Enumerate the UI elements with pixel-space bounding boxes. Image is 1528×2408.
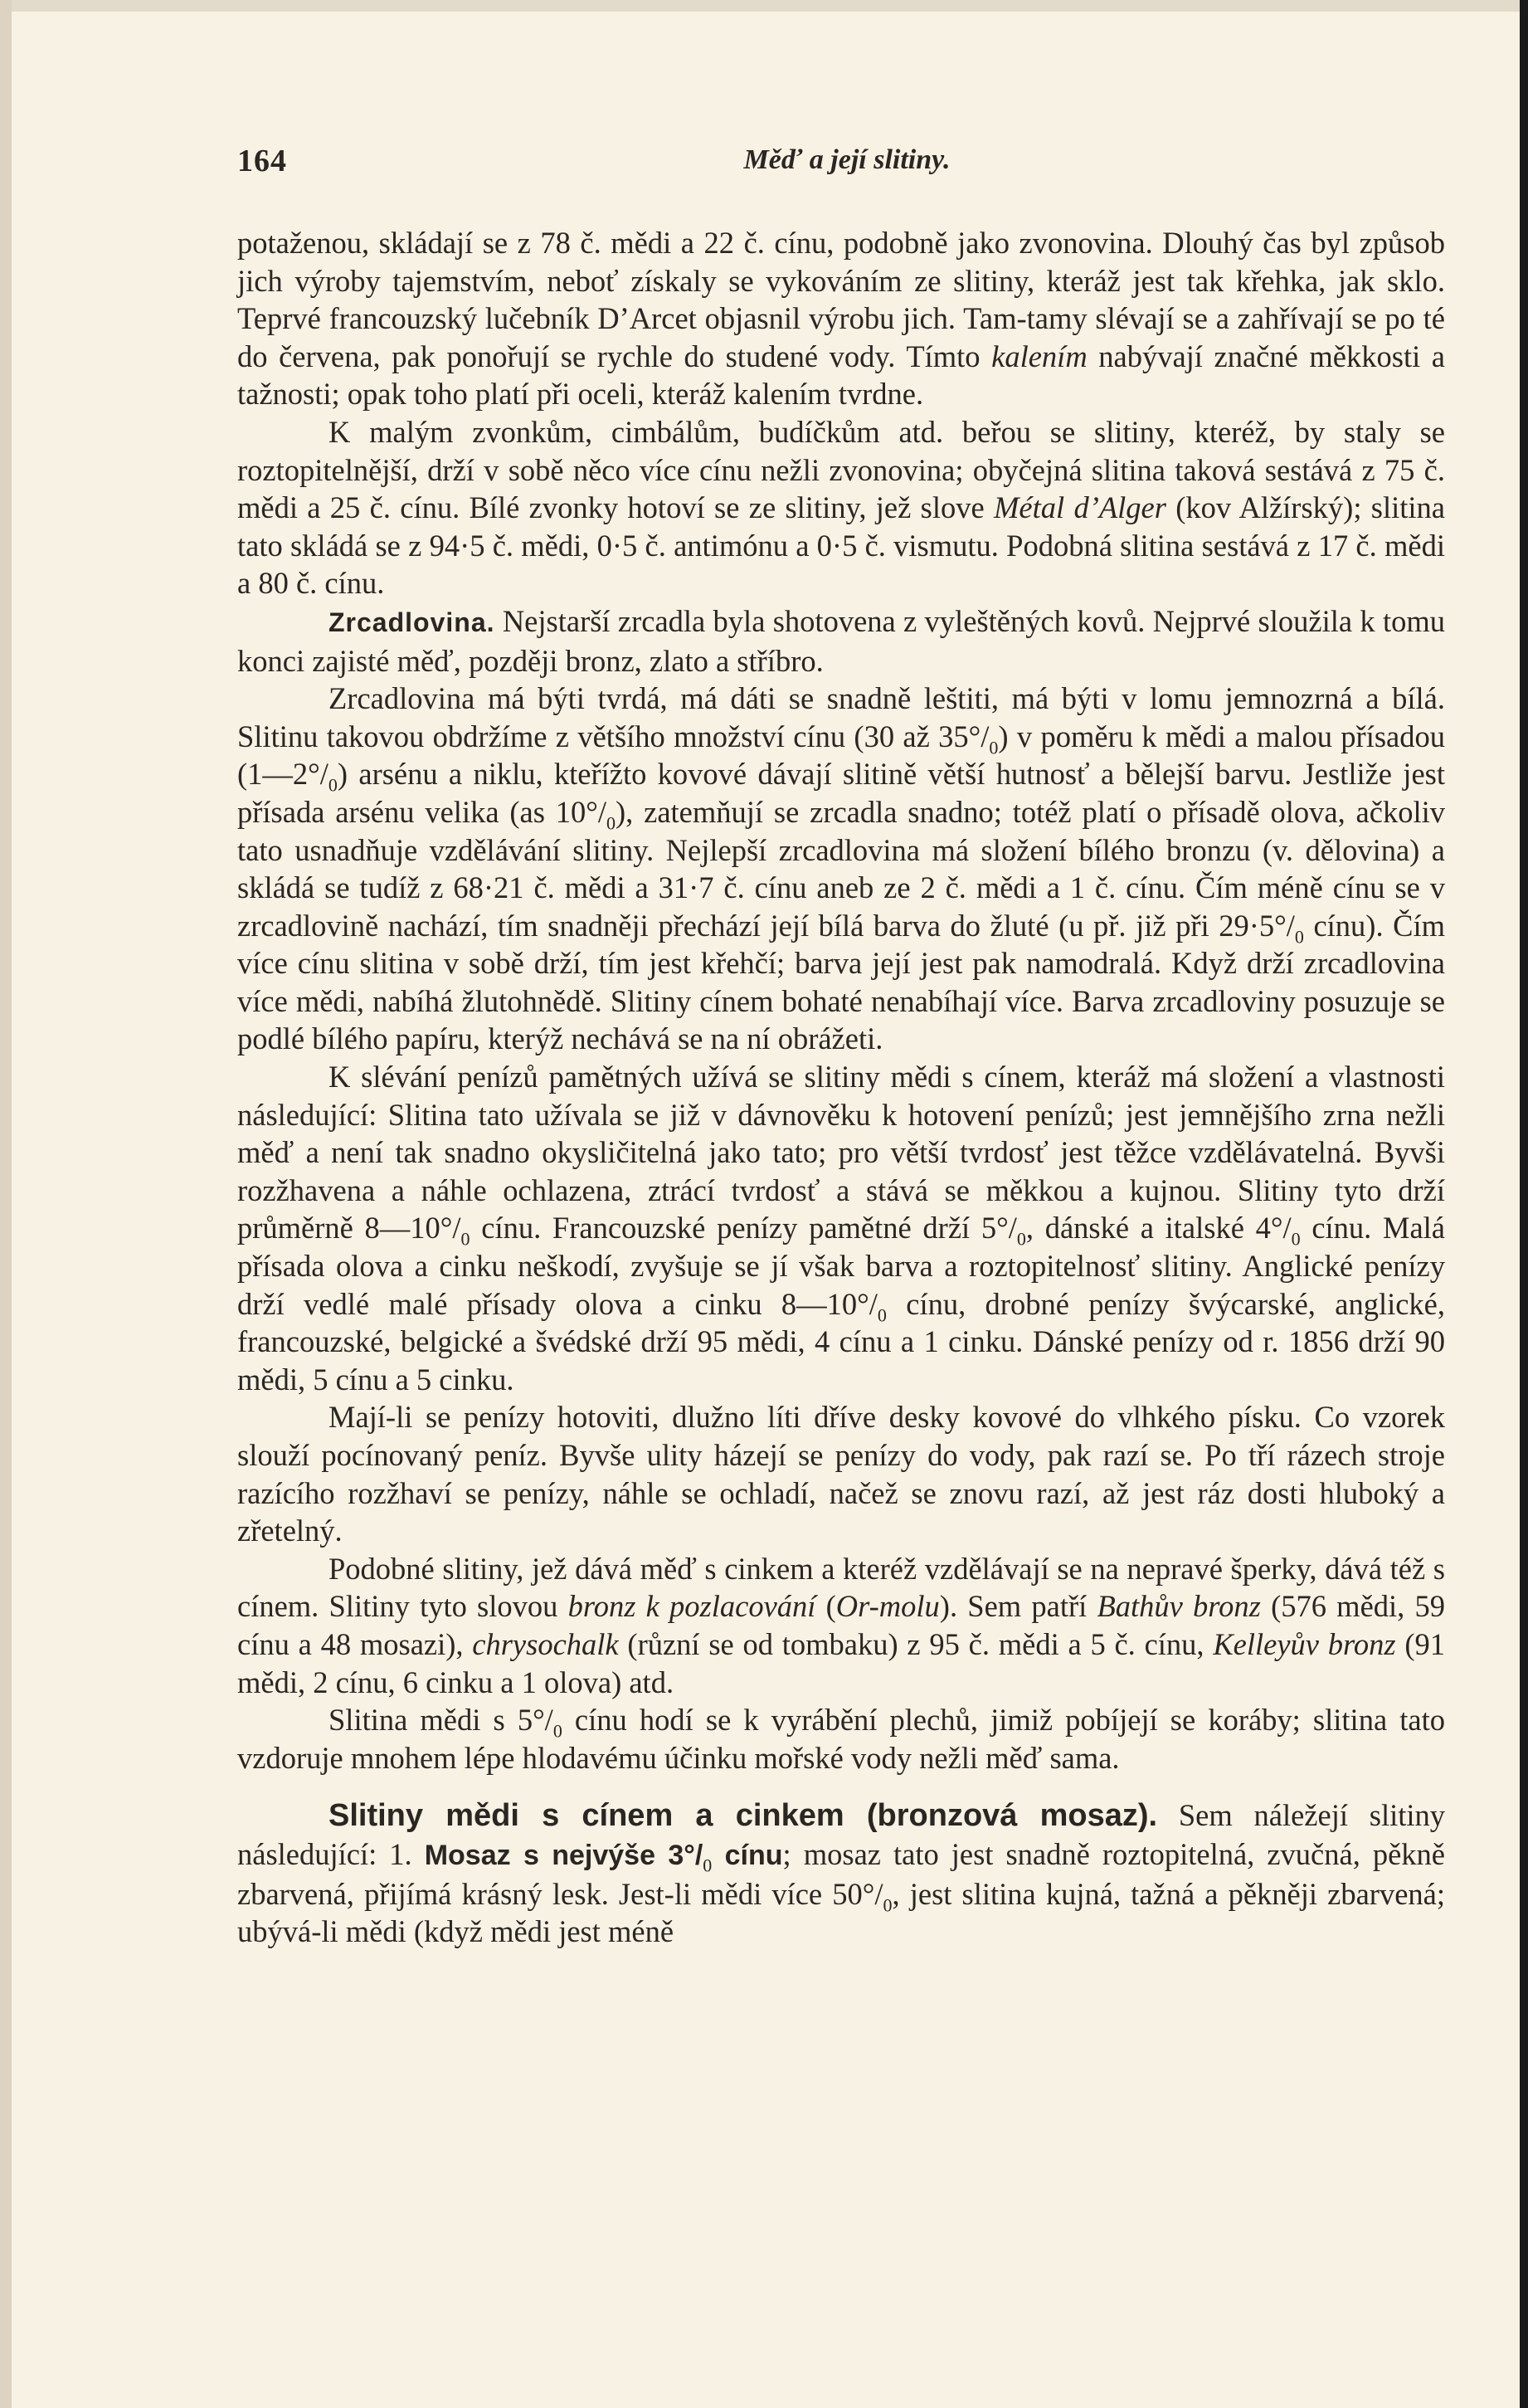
italic-term: kalením [991,339,1088,373]
text-run: cínu). Čím více cínu slitina v sobě drží, tím jest křehčí; barva její jest pak namodralá. Když drží zrcadlovina více mědi, nabíhá žlutohnědě. Slitiny cínem bohaté nenabíhají více. Barva zrcadloviny posuzuje se podlé bílého papíru, kterýž nechává se na ní obrážeti. [237,908,1445,1056]
paragraph-8 [237,1701,1445,1777]
italic-term: Kelleyův bronz [1213,1626,1396,1661]
text-run: (kov Alžírský); slitina tato skládá se z 94·5 č. mědi, 0·5 č. antimónu a 0·5 č. vismutu. Podobná slitina sestává z 17 č. mědi a 80 č. cínu. [237,490,1445,601]
text-run: cínu, drobné penízy švýcarské, anglické, francouzské, belgické a švédské drží 95 mědi, 4 cínu a 1 cinku. Dánské penízy od r. 1856 drží 90 mědi, 5 cínu a 5 cinku. [237,1286,1445,1397]
text-run: ) arsénu a niklu, kteřížto kovové dávají slitině větší hutnosť a bělejší barvu. Jestliže jest přísada arsénu velika (as 10°/ [237,757,1445,829]
subscript: 0 [1291,1228,1301,1250]
paragraph-5 [237,1058,1445,1398]
paragraph-2 [237,413,1445,602]
text-run: ( [815,1589,836,1624]
text-run: K slévání penízů pamětných užívá se slitiny mědi s cínem, kteráž má složení a vlastnosti následující: Slitina tato užívala se již v dávnověku k hotovení penízů; jest jemnějšího zrna nežli měď a není tak snadno okysličitelná jako tato; pro větší tvrdosť jest těžce vzdělávatelná. Byvši rozžhavena a náhle ochlazena, ztrácí tvrdosť a stává se měkkou a kujnou. Slitiny tyto drží průměrně 8—10°/ [237,1060,1445,1245]
running-title: Měď a její slitiny. [743,144,951,175]
subscript: 0 [606,812,616,834]
text-run: Mají-li se penízy hotoviti, dlužno líti dříve desky kovové do vlhkého písku. Co vzorek slouží pocínovaný peníz. Byvše ulity házejí se penízy do vody, pak razí se. Po tří rázech stroje razícího rozžhaví se penízy, náhle se ochladí, načež se znovu razí, až jest ráz dosti hluboký a zřetelný. [237,1400,1445,1548]
paragraph-7 [237,1550,1445,1701]
subscript: 0 [883,1894,893,1915]
paragraph-6 [237,1398,1445,1549]
text-run: ; mosaz tato jest snadně roztopitelná, zvučná, pěkně zbarvená, přijímá krásný lesk. Jest-li mědi více 50°/ [237,1836,1445,1911]
text-run: , jest slitina kujná, tažná a pěkněji zbarvená; ubývá-li mědi (když mědi jest méně [237,1876,1446,1949]
subscript: 0 [703,1855,713,1876]
text-run: Podobné slitiny, jež dává měď s cinkem a kteréž vzdělávají se na nepravé šperky, dává též s cínem. Slitiny tyto slovou [237,1551,1445,1624]
text-run: Sem náležejí slitiny následující: 1. [237,1798,1446,1871]
italic-term: chrysochalk [472,1626,619,1661]
italic-term: Métal d’Alger [994,490,1166,525]
text-run: (576 mědi, 59 cínu a 48 mosazi), [237,1589,1445,1661]
text-run: , dánské a italské 4°/ [1025,1211,1292,1245]
text-run: cínu. Malá přísada olova a cinku neškodí, zvyšuje se jí však barva a roztopitelnosť slitiny. Anglické penízy drží vedlé malé přísady olova a cinku 8—10°/ [237,1211,1445,1321]
italic-term: Or-molu [835,1589,940,1624]
page-header [237,143,1457,193]
paragraph-4 [237,680,1445,1058]
text-run: Zrcadlovina má býti tvrdá, má dáti se snadně leštiti, má býti v lomu jemnozrná a bílá. Slitinu takovou obdržíme z většího množství cínu (30 až 35°/ [237,681,1445,753]
text-run: ), zatemňují se zrcadla snadno; totéž platí o přísadě olova, ačkoliv tato usnadňuje vzdělávání slitiny. Nejlepší zrcadlovina má složení bílého bronzu (v. dělovina) a skládá se tudíž z 68·21 č. mědi a 31·7 č. cínu aneb ze 2 č. mědi a 1 č. cínu. Čím méně cínu se v zrcadlovině nachází, tím snadněji přechází její bílá barva do žluté (u př. již při 29·5°/ [237,794,1445,943]
section-heading-zrcadlovina: Zrcadlovina. [328,607,495,637]
scan-edge-left [0,0,12,2408]
text-run: nabývají značné měkkosti a tažnosti; opak toho platí při oceli, kteráž kalením tvrdne. [237,339,1445,412]
text-run: ) v poměru k mědi a malou přísadou (1—2°/ [237,719,1445,792]
text-run: K malým zvonkům, cimbálům, budíčkům atd. beřou se slitiny, kteréž, by staly se roztopitelnější, drží v sobě něco více cínu nežli zvonovina; obyčejná slitina taková sestává z 75 č. mědi a 25 č. cínu. Bílé zvonky hotoví se ze slitiny, jež slove [237,414,1445,525]
subscript: 0 [1294,925,1304,947]
paragraph-9 [237,1796,1445,1950]
text-run: potaženou, skládají se z 78 č. mědi a 22 č. cínu, podobně jako zvonovina. Dlouhý čas byl způsob jich výroby tajemstvím, neboť získaly se vykováním ze slitiny, kteráž jest tak křehka, jak sklo. Teprvé francouzský lučebník D’Arcet objasnil výrobu jich. Tam-tamy slévají se a zahřívají se po té do červena, pak ponořují se rychle do studené vody. Tímto [237,226,1445,373]
text-run: cínu hodí se k vyrábění plechů, jimiž pobíjejí se koráby; slitina tato vzdoruje mnohem lépe hlodavému účinku mořské vody nežli měď sama. [237,1703,1445,1775]
subscript: 0 [877,1304,887,1325]
subscript: 0 [552,1720,562,1742]
bold-term: Mosaz s nejvýše 3°/ [424,1839,703,1871]
italic-term: Bathův bronz [1097,1589,1261,1624]
page-number: 164 [237,144,287,178]
italic-term: bronz k pozlacování [567,1589,816,1624]
scan-edge-right [1520,0,1528,2408]
paragraph-1 [237,224,1445,413]
text-run: (různí se od tombaku) z 95 č. mědi a 5 č. cínu, [618,1626,1214,1661]
body-text [237,224,1445,1951]
subscript: 0 [1016,1228,1026,1250]
bold-term: cínu [712,1839,783,1871]
subscript: 0 [460,1228,470,1250]
text-run: ). Sem patří [939,1589,1097,1624]
text-run: Nejstarší zrcadla byla shotovena z vyleštěných kovů. Nejprvé sloužila k tomu konci zajisté měď, později bronz, zlato a stříbro. [237,603,1445,678]
text-run: cínu. Francouzské penízy pamětné drží 5°/ [470,1211,1017,1245]
scan-edge-top [0,0,1528,12]
text-run: Slitina mědi s 5°/ [328,1703,553,1738]
paragraph-3 [237,602,1445,680]
subscript: 0 [989,737,999,758]
section-heading-bronzova-mosaz: Slitiny mědi s cínem a cinkem (bronzová mosaz). [328,1798,1158,1834]
text-run: (91 mědi, 2 cínu, 6 cinku a 1 olova) atd. [237,1626,1446,1699]
subscript: 0 [328,774,338,796]
